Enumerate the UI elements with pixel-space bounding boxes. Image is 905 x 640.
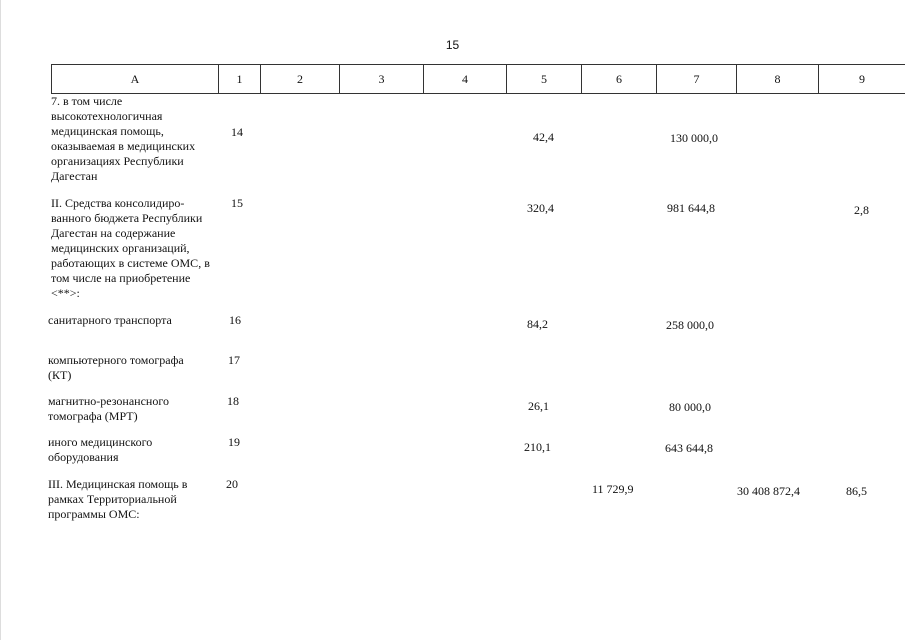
cell-col-9: 86,5: [846, 484, 867, 498]
row-code: 19: [228, 435, 240, 449]
cell-col-5: 26,1: [528, 399, 549, 413]
cell-col-7: 130 000,0: [670, 131, 718, 145]
row-code: 18: [227, 394, 239, 408]
cell-col-5: 84,2: [527, 317, 548, 331]
header-top-border: [51, 64, 905, 65]
row-label: санитарного транспорта: [48, 313, 172, 327]
header-col-5: 5: [541, 72, 547, 86]
cell-col-7: 981 644,8: [667, 201, 715, 215]
header-col-4: 4: [462, 72, 468, 86]
row-code: 16: [229, 313, 241, 327]
header-col-1: 1: [236, 72, 243, 86]
cell-col-7: 80 000,0: [669, 400, 711, 414]
row-label: 7. в том числе высокотехнологичная медицинская помощь, оказываемая в медицинских организациях Республики Дагестан: [51, 94, 196, 183]
row-label: компьютерного томографа (КТ): [48, 353, 184, 382]
cell-col-8: 30 408 872,4: [737, 484, 800, 498]
cell-col-6: 11 729,9: [592, 482, 634, 496]
header-col-3: 3: [378, 72, 385, 86]
cell-col-5: 320,4: [527, 201, 554, 215]
row-code: 17: [228, 353, 240, 367]
cell-col-9: 2,8: [854, 203, 869, 217]
header-col-a: А: [130, 72, 140, 86]
row-label: III. Медицинская помощь в рамках Территориальной программы ОМС:: [48, 477, 188, 521]
row-code: 15: [231, 196, 243, 210]
row-code: 20: [226, 477, 238, 491]
header-col-6: 6: [616, 72, 622, 86]
header-col-7: 7: [693, 72, 700, 86]
cell-col-5: 210,1: [524, 440, 551, 454]
row-label: магнитно-резонансного томографа (МРТ): [48, 394, 169, 423]
header-col-8: 8: [774, 72, 781, 86]
header-col-9: 9: [859, 72, 865, 86]
cell-col-7: 643 644,8: [665, 441, 713, 455]
row-label: иного медицинского оборудования: [48, 435, 153, 464]
row-code: 14: [231, 125, 243, 139]
row-label: II. Средства консолидиро-ванного бюджета Республики Дагестан на содержание медицинских организаций, работающих в системе ОМС, в том числе на приобретение <**>:: [51, 196, 210, 300]
cell-col-5: 42,4: [533, 130, 554, 144]
header-col-2: 2: [297, 72, 303, 86]
page-number: 15: [445, 38, 460, 52]
scan-edge: [0, 0, 13, 640]
cell-col-7: 258 000,0: [666, 318, 714, 332]
